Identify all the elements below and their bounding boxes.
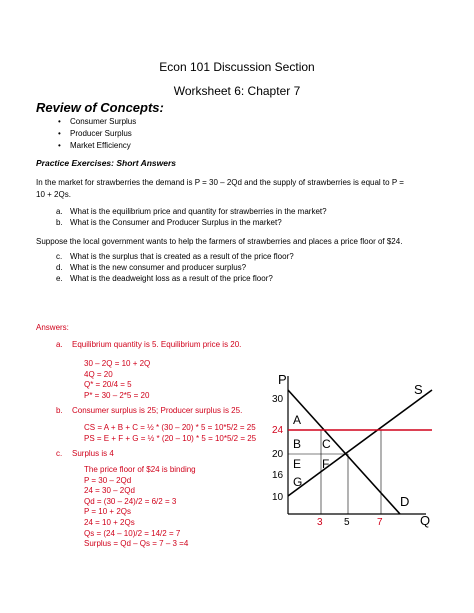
work-line: Surplus = Qd – Qs = 7 – 3 =4 xyxy=(84,539,189,549)
question-text: What is the Consumer and Producer Surplus in the market? xyxy=(70,218,282,227)
price-axis-label: P xyxy=(278,372,287,387)
question-text: What is the deadweight loss as a result of the price floor? xyxy=(70,274,273,283)
answers-heading: Answers: xyxy=(36,323,69,332)
work-line: Qs = (24 – 10)/2 = 14/2 = 7 xyxy=(84,528,181,538)
work-line: The price floor of $24 is binding xyxy=(84,465,196,474)
question-letter: a. xyxy=(56,207,63,216)
work-line: 30 – 2Q = 10 + 2Q xyxy=(84,359,151,368)
practice-heading: Practice Exercises: Short Answers xyxy=(36,158,177,168)
question-letter: b. xyxy=(56,218,63,227)
area-label-a: A xyxy=(293,413,302,427)
answer-a-work xyxy=(84,359,150,401)
question-letter: c. xyxy=(56,252,63,261)
list-item: • Producer Surplus xyxy=(70,128,136,140)
question-letter: d. xyxy=(56,263,63,272)
answer-b-work xyxy=(84,423,256,444)
price-tick: 30 xyxy=(272,394,284,405)
work-line: PS = E + F + G = ½ * (20 – 10) * 5 = 10*5/2 = 25 xyxy=(84,433,257,443)
question-letter: e. xyxy=(56,274,63,283)
answer-c-work xyxy=(84,465,196,550)
area-label-b: B xyxy=(293,437,302,451)
work-line: Qd = (30 – 24)/2 = 6/2 = 3 xyxy=(84,496,177,506)
intro-line: In the market for strawberries the demand is P = 30 – 2Qd and the supply of strawberries is equal to P = xyxy=(36,178,404,187)
concept-list xyxy=(36,116,136,152)
quantity-tick: 7 xyxy=(377,517,383,528)
course-title: Econ 101 Discussion Section xyxy=(159,60,315,74)
area-label-c: C xyxy=(322,437,331,451)
demand-curve xyxy=(288,390,400,514)
answer-b-headline xyxy=(56,406,243,417)
question-list-1 xyxy=(36,206,327,228)
review-heading: Review of Concepts: xyxy=(36,100,164,115)
work-line: CS = A + B + C = ½ * (30 – 20) * 5 = 10*5/2 = 25 xyxy=(84,423,256,432)
question-text: What is the new consumer and producer surplus? xyxy=(70,263,247,272)
supply-curve xyxy=(288,390,432,496)
intro-line: 10 + 2Qs. xyxy=(36,189,71,199)
demand-label: D xyxy=(400,494,410,509)
list-item: • Consumer Surplus xyxy=(70,116,136,128)
work-line: 24 = 10 + 2Qs xyxy=(84,517,135,527)
work-line: P = 10 + 2Qs xyxy=(84,507,131,517)
scenario-text: Suppose the local government wants to help the farmers of strawberries and places a price floor of $24. xyxy=(36,237,403,246)
quantity-axis-label: Q xyxy=(420,513,431,528)
work-line: Q* = 20/4 = 5 xyxy=(84,380,132,390)
answer-letter: b. xyxy=(56,406,63,415)
area-label-f: F xyxy=(322,457,330,471)
answer-text: Equilibrium quantity is 5. Equilibrium price is 20. xyxy=(72,340,242,349)
question-list-2 xyxy=(36,251,294,284)
area-label-g: G xyxy=(293,475,303,489)
price-tick: 10 xyxy=(272,492,284,503)
work-line: 24 = 30 – 2Qd xyxy=(84,486,135,496)
answer-c-headline xyxy=(56,449,114,460)
answer-text: Consumer surplus is 25; Producer surplus is 25. xyxy=(72,406,243,415)
problem-intro xyxy=(36,177,438,200)
area-label-e: E xyxy=(293,457,302,471)
supply-label: S xyxy=(414,382,423,397)
question-text: What is the equilibrium price and quantity for strawberries in the market? xyxy=(70,207,327,216)
worksheet-title: Worksheet 6: Chapter 7 xyxy=(173,84,301,98)
question-text: What is the surplus that is created as a result of the price floor? xyxy=(70,252,294,261)
answer-letter: c. xyxy=(56,449,63,458)
answer-letter: a. xyxy=(56,340,63,349)
supply-demand-graph xyxy=(268,368,440,528)
question-item xyxy=(36,262,294,273)
list-item: • Market Efficiency xyxy=(70,140,136,152)
price-tick-floor: 24 xyxy=(272,425,284,436)
question-item xyxy=(36,217,327,228)
question-item xyxy=(36,273,294,284)
work-line: 4Q = 20 xyxy=(84,369,113,379)
answer-a-headline xyxy=(56,340,242,351)
quantity-tick: 5 xyxy=(344,517,350,528)
question-item xyxy=(36,206,327,217)
work-line: P = 30 – 2Qd xyxy=(84,475,132,485)
price-tick: 16 xyxy=(272,470,284,481)
question-item xyxy=(36,251,294,262)
work-line: P* = 30 – 2*5 = 20 xyxy=(84,390,150,400)
answer-text: Surplus is 4 xyxy=(72,449,114,458)
price-tick: 20 xyxy=(272,449,284,460)
quantity-tick: 3 xyxy=(317,517,323,528)
